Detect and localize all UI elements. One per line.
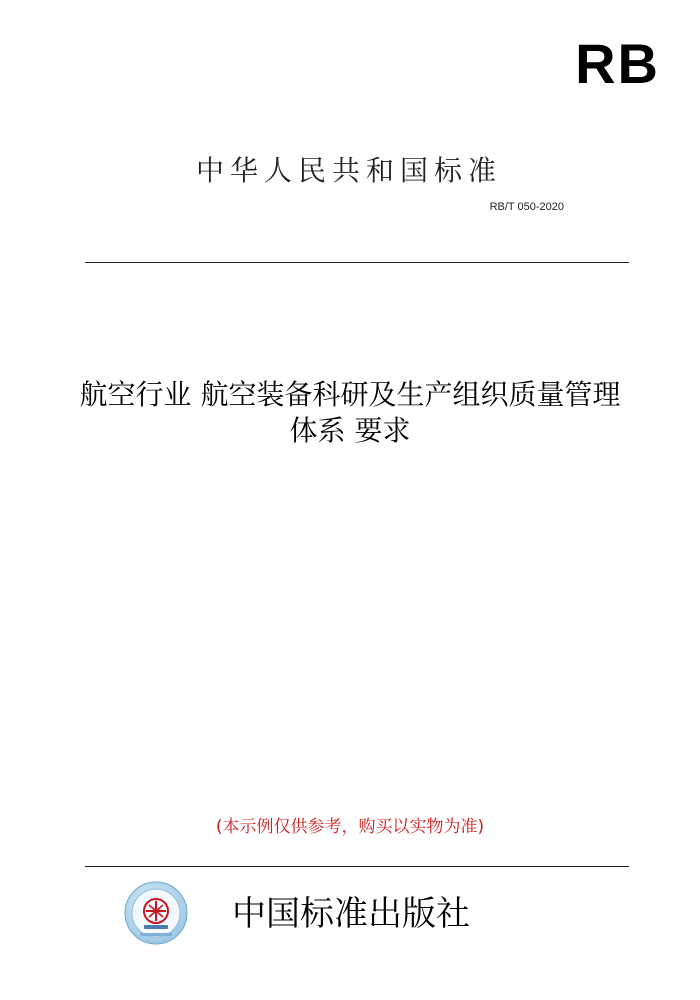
document-title-line-1: 航空行业 航空装备科研及生产组织质量管理 xyxy=(79,378,621,411)
standard-number: RB/T 050-2020 xyxy=(489,201,564,213)
publisher-name: 中国标准出版社 xyxy=(232,894,470,934)
top-divider xyxy=(85,262,629,263)
document-title xyxy=(0,377,700,449)
bottom-divider xyxy=(85,866,629,867)
publisher-seal-graphic xyxy=(124,881,188,945)
publisher-seal-icon xyxy=(124,881,188,945)
sample-disclaimer: (本示例仅供参考，购买以实物为准) xyxy=(215,817,485,837)
standard-code-mark: RB xyxy=(575,32,660,95)
national-standard-heading: 中华人民共和国标准 xyxy=(196,154,503,187)
document-title-line-2: 体系 要求 xyxy=(289,414,411,447)
